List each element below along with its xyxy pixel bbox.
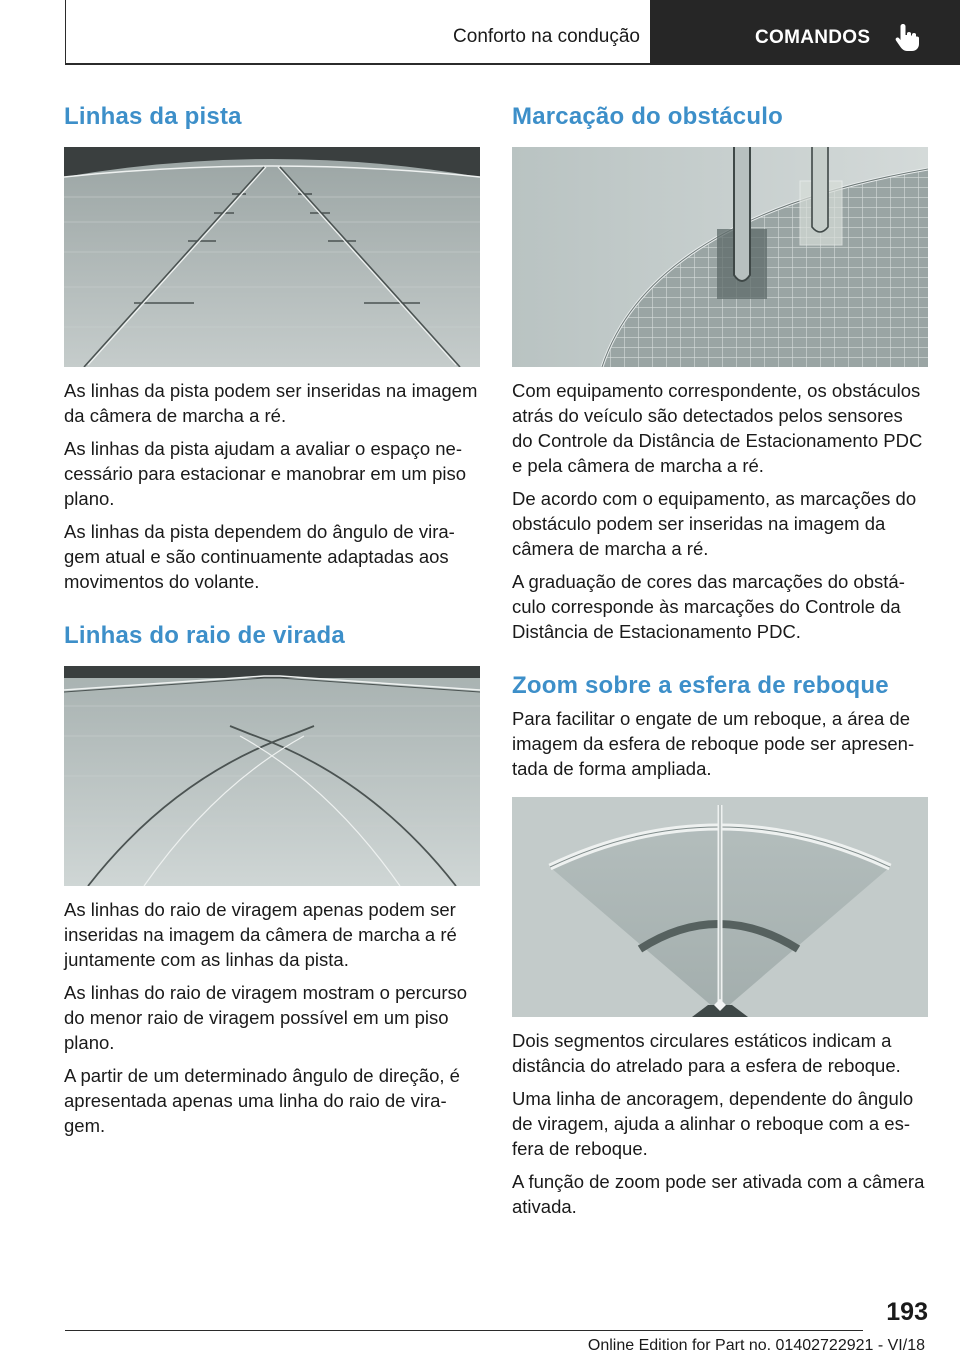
footer-edition: Online Edition for Part no. 01402722921 - VI/18 bbox=[587, 1337, 925, 1354]
section-title-track-lines: Linhas da pista bbox=[64, 103, 242, 130]
paragraph: Uma linha de ancoragem, dependente do ângulo de viragem, ajuda a alinhar o reboque com a esfera de reboque. bbox=[512, 1088, 914, 1159]
paragraph: A função de zoom pode ser ativada com a câmera ativada. bbox=[512, 1171, 925, 1217]
hand-pointer-icon bbox=[894, 22, 922, 52]
footer-rule bbox=[65, 1330, 863, 1331]
turn-radius-figure bbox=[64, 666, 480, 886]
paragraph: As linhas da pista podem ser inseridas na imagem da câmera de marcha a ré. bbox=[64, 380, 478, 426]
header-section-title: Conforto na condução bbox=[453, 26, 640, 47]
header-bottom-rule bbox=[65, 63, 650, 65]
section-title-turn-radius: Linhas do raio de virada bbox=[64, 622, 345, 649]
paragraph: Dois segmentos circulares estáticos indicam a distância do atrelado para a esfera de reboque. bbox=[512, 1030, 901, 1076]
paragraph: De acordo com o equipamento, as marcações do obstáculo podem ser inseridas na imagem da câmera de marcha a ré. bbox=[512, 488, 917, 559]
left-column bbox=[64, 103, 480, 1138]
section-title-towball-zoom: Zoom sobre a esfera de reboque bbox=[512, 672, 889, 699]
paragraph: Com equipamento correspondente, os obstáculos atrás do veículo são detectados pelos sensores do Controle da Distância de Estacionamento PDC e pela câmera de marcha a ré. bbox=[512, 380, 923, 476]
paragraph: A graduação de cores das marcações do obstáculo corresponde às marcações do Controle da Distância de Estacionamento PDC. bbox=[512, 571, 905, 642]
obstacle-marking-figure bbox=[512, 147, 928, 367]
paragraph: As linhas do raio de viragem apenas podem ser inseridas na imagem da câmera de marcha a ré juntamente com as linhas da pista. bbox=[64, 899, 457, 970]
header-chapter-label: COMANDOS bbox=[755, 27, 871, 48]
header-chapter-box bbox=[650, 0, 960, 65]
header-left-rule bbox=[65, 0, 66, 64]
right-column bbox=[512, 103, 928, 1219]
track-lines-figure bbox=[64, 147, 480, 367]
paragraph: As linhas da pista dependem do ângulo de viragem atual e são continuamente adaptadas aos movimentos do volante. bbox=[64, 521, 455, 592]
page-number: 193 bbox=[886, 1298, 928, 1326]
paragraph: As linhas do raio de viragem mostram o percurso do menor raio de viragem possível em um piso plano. bbox=[64, 982, 468, 1053]
paragraph: Para facilitar o engate de um reboque, a área de imagem da esfera de reboque pode ser apresentada de forma ampliada. bbox=[512, 708, 915, 779]
towball-zoom-figure bbox=[512, 797, 928, 1017]
paragraph: A partir de um determinado ângulo de direção, é apresentada apenas uma linha do raio de viragem. bbox=[64, 1065, 460, 1136]
section-title-obstacle-marking: Marcação do obstáculo bbox=[512, 103, 783, 130]
paragraph: As linhas da pista ajudam a avaliar o espaço necessário para estacionar e manobrar em um piso plano. bbox=[64, 438, 467, 509]
